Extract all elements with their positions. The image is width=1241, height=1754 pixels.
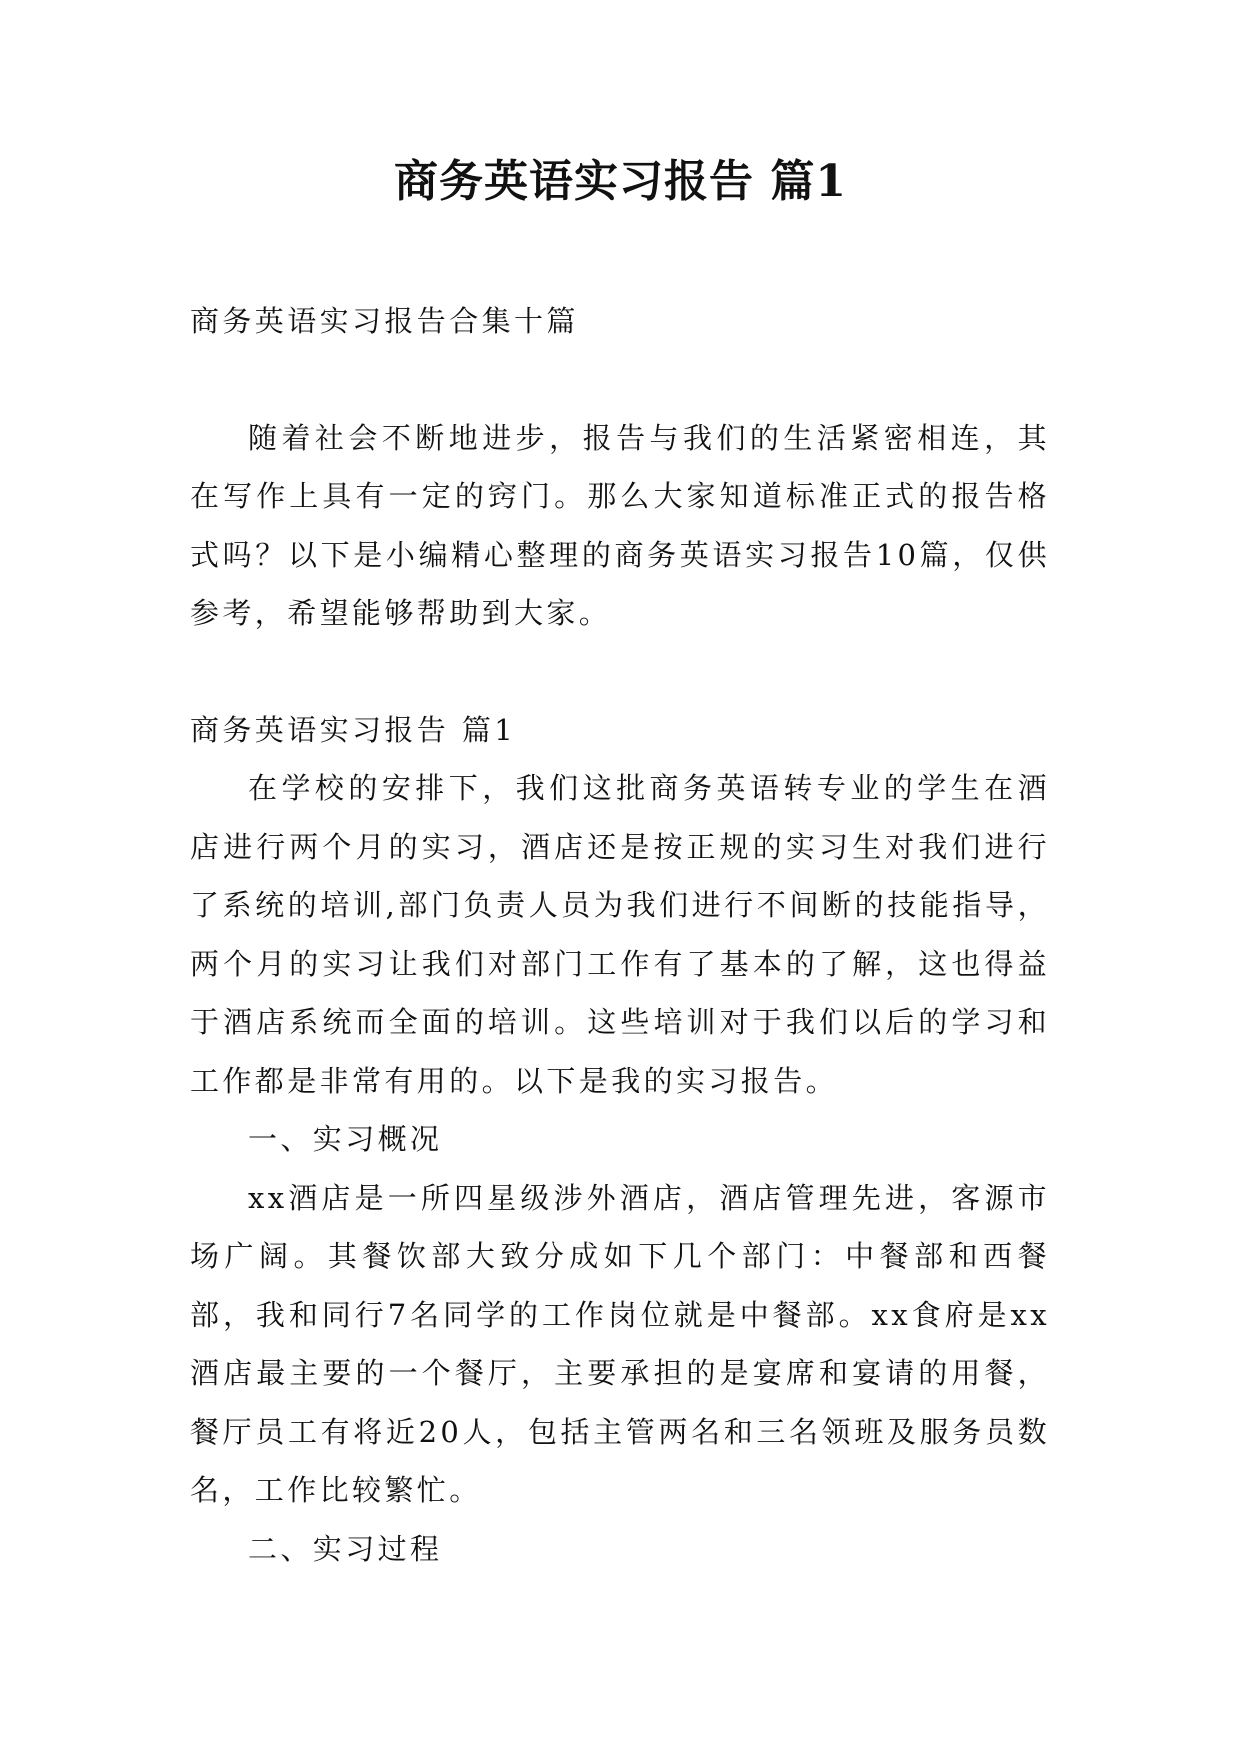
section-heading-1: 一、实习概况: [248, 1122, 443, 1156]
section-heading-2: 二、实习过程: [248, 1531, 443, 1566]
section-title: 商务英语实习报告 篇1: [190, 712, 517, 747]
body-paragraph-2: xx酒店是一所四星级涉外酒店，酒店管理先进，客源市场广阔。其餐饮部大致分成如下几个部门：中餐部和西餐部，我和同行7名同学的工作岗位就是中餐部。xx食府是xx酒店最主要的一个餐厅，主要承担的是宴席和宴请的用餐，餐厅员工有将近20人，包括主管两名和三名领班及服务员数名，工作比较繁忙。: [190, 1180, 1050, 1507]
intro-paragraph: 随着社会不断地进步，报告与我们的生活紧密相连，其在写作上具有一定的窍门。那么大家知道标准正式的报告格式吗？以下是小编精心整理的商务英语实习报告10篇，仅供参考，希望能够帮助到大家。: [190, 420, 1050, 630]
document-body: [190, 292, 1050, 1578]
document-title: 商务英语实习报告 篇1: [394, 156, 847, 207]
body-paragraph-1: 在学校的安排下，我们这批商务英语转专业的学生在酒店进行两个月的实习，酒店还是按正规的实习生对我们进行了系统的培训,部门负责人员为我们进行不间断的技能指导，两个月的实习让我们对部门工作有了基本的了解，这也得益于酒店系统而全面的培训。这些培训对于我们以后的学习和工作都是非常有用的。以下是我的实习报告。: [190, 771, 1050, 1098]
document-subtitle: 商务英语实习报告合集十篇: [190, 304, 579, 338]
